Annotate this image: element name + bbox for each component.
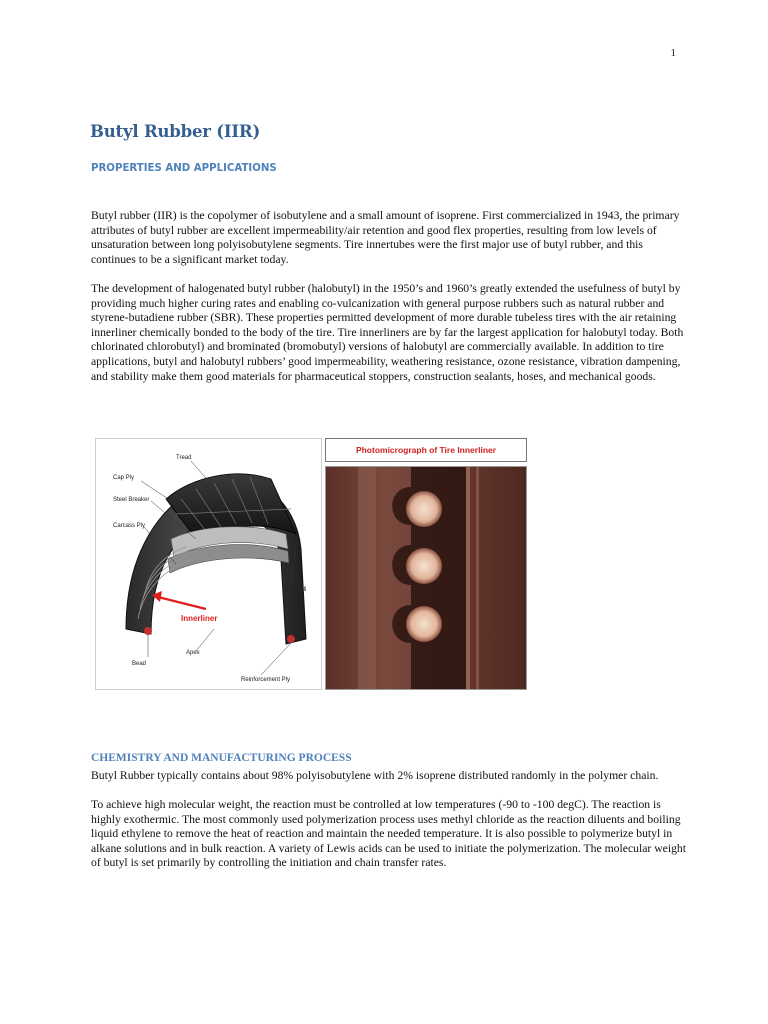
paragraph-process: To achieve high molecular weight, the reaction must be controlled at low temperatures (-90 to -100 degC). The reaction is highly exothermic. The most commonly used polymerization process uses methyl chloride as the reaction diluents and boiling liquid ethylene to remove the heat of reaction and maintain the needed temperature. It is also possible to polymerize butyl in alkane solutions and in bulk reaction. A variety of Lewis acids can be used to initiate the polymerization. The molecular weight of butyl is set primarily by controlling the initiation and chain transfer rates. [91,798,687,870]
tire-cutaway-figure [95,438,322,690]
document-title: Butyl Rubber (IIR) [90,122,261,141]
label-sidewall: Sidewall [284,587,307,593]
section-subtitle: PROPERTIES AND APPLICATIONS [91,163,277,174]
micrograph-title: Photomicrograph of Tire Innerliner [325,438,527,462]
label-carcass-ply: Carcass Ply [113,523,146,529]
bead-left [144,627,152,635]
label-steel-breaker: Steel Breaker [113,497,150,503]
paragraph-composition: Butyl Rubber typically contains about 98% polyisobutylene with 2% isoprene distributed randomly in the polymer chain. [91,769,659,782]
micrograph-figure [325,438,527,690]
label-innerliner: Innerliner [181,614,218,623]
paragraph-intro: Butyl rubber (IIR) is the copolymer of isobutylene and a small amount of isoprene. First commercialized in 1943, the primary attributes of butyl rubber are excellent impermeability/air retention and good flex properties, resulting from low levels of unsaturation between long polyisobutylene segments. Tire innertubes were the first major use of butyl rubber, and this continues to be a significant market today. [91,209,680,266]
cord-3 [406,606,442,642]
bead-right [287,635,295,643]
innerliner-band [358,467,376,689]
label-apex: Apex [186,650,200,656]
label-tread: Tread [176,455,192,461]
cord-2 [406,548,442,584]
micrograph-frame [325,466,527,690]
paragraph-halobutyl: The development of halogenated butyl rubber (halobutyl) in the 1950’s and 1960’s greatly extended the usefulness of butyl by providing much higher curing rates and enabling co-vulcanization with general purpose rubbers such as natural rubber and styrene-butadiene rubber (SBR). These properties permitted development of more durable tubeless tires with the air retaining innerliner chemically bonded to the body of the tire. Tire innerliners are by far the largest application for halobutyl today. Both chlorinated chlorobutyl) and brominated (bromobutyl) versions of halobutyl are commercially available. In addition to tire applications, butyl and halobutyl rubbers’ good impermeability, weathering resistance, ozone resistance, vibration dampening, and stability make them good materials for pharmaceutical stoppers, construction sealants, hoses, and mechanical goods. [91,282,684,383]
page-number: 1 [670,47,676,59]
label-cap-ply: Cap Ply [113,475,135,481]
cord-1 [406,491,442,527]
micrograph-image [326,467,526,689]
chemistry-heading: CHEMISTRY AND MANUFACTURING PROCESS [91,752,352,764]
tire-cutaway-drawing [96,439,321,689]
innerliner-arrow [158,597,206,609]
label-bead: Bead [132,661,147,667]
label-reinforcement-ply: Reinforcement Ply [241,677,291,683]
